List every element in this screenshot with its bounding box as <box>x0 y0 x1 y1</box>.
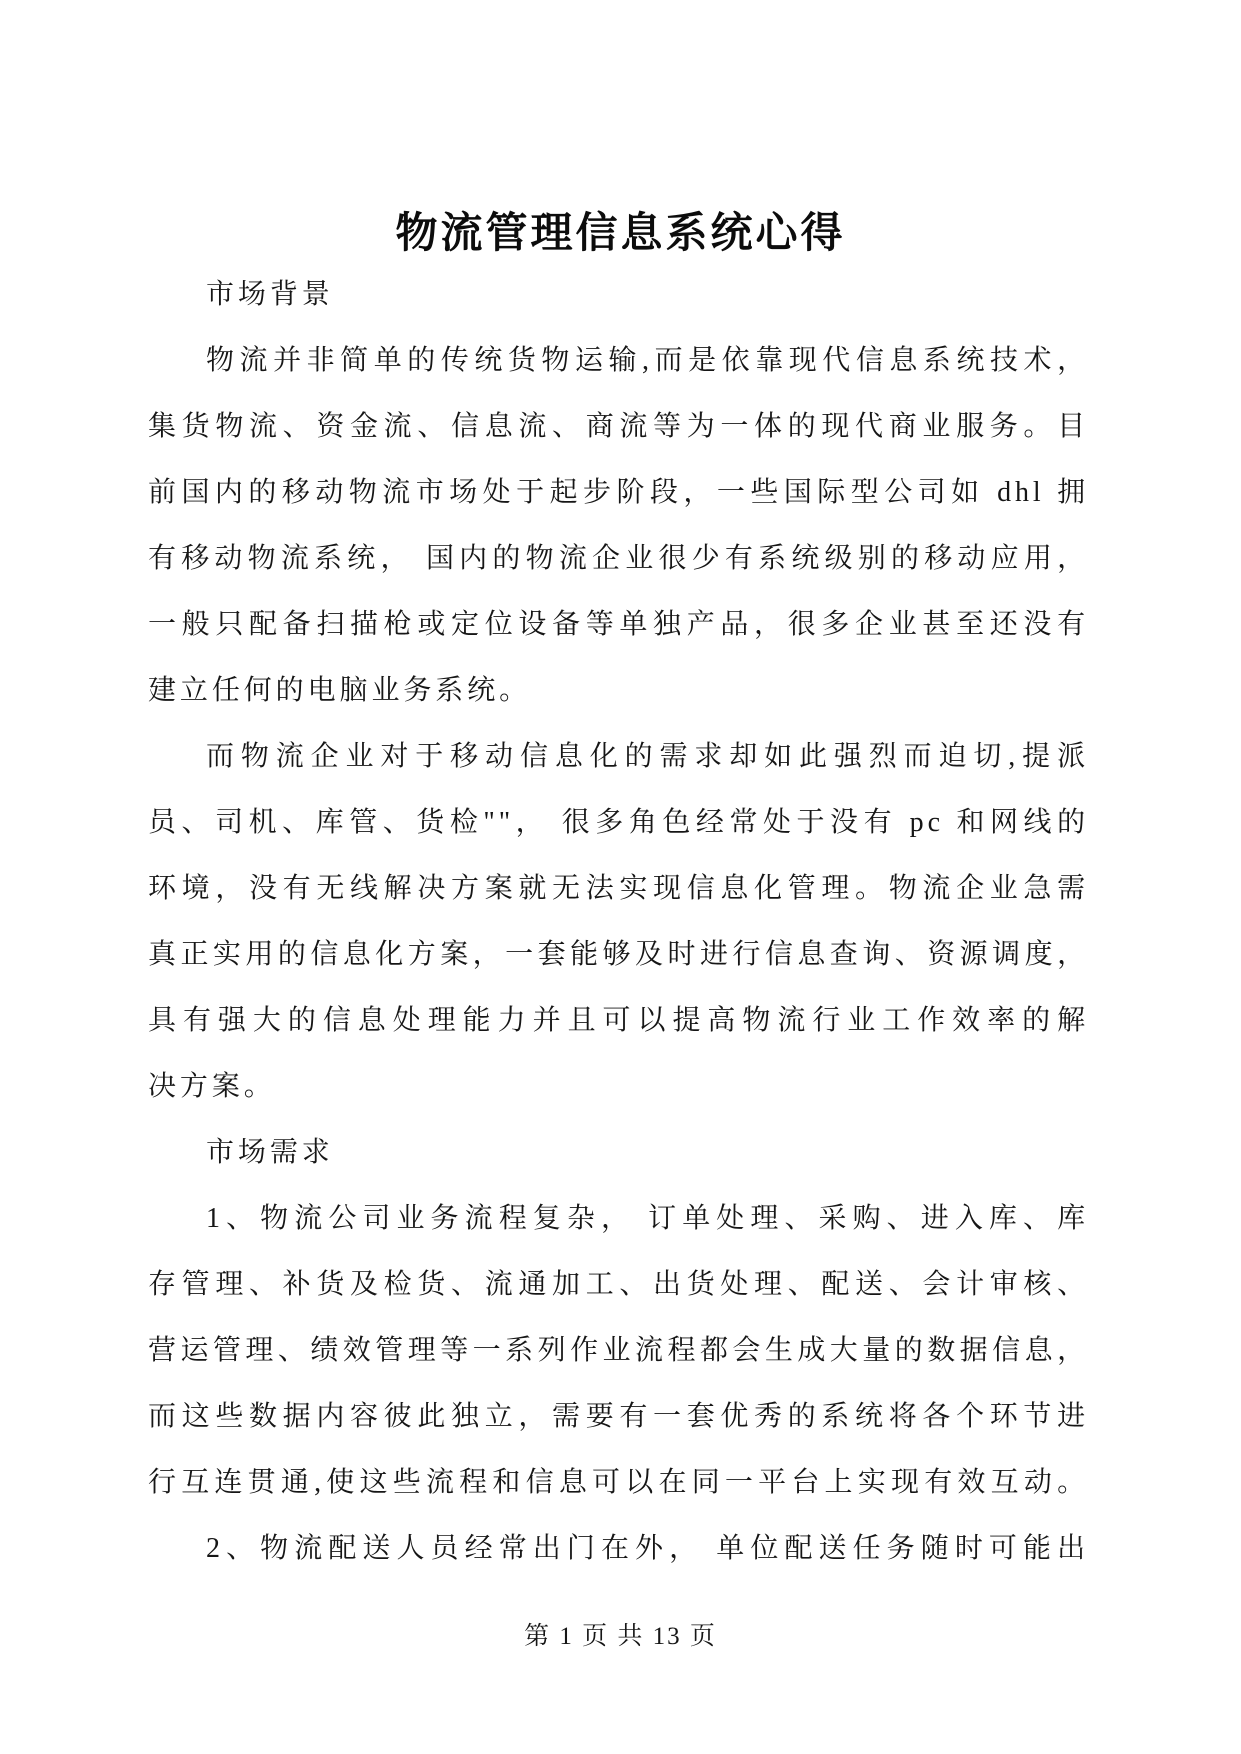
text-line: 营运管理、绩效管理等一系列作业流程都会生成大量的数据信息， <box>148 1335 1089 1366</box>
text-line: 真正实用的信息化方案，一套能够及时进行信息查询、资源调度， <box>148 939 1089 970</box>
text-line: 环境，没有无线解决方案就无法实现信息化管理。物流企业急需 <box>148 873 1089 904</box>
text-line: 而物流企业对于移动信息化的需求却如此强烈而迫切,提派 <box>206 741 1089 772</box>
text-line: 一般只配备扫描枪或定位设备等单独产品，很多企业甚至还没有 <box>148 609 1089 640</box>
text-line: 市场需求 <box>206 1137 334 1168</box>
page-footer: 第 1 页 共 13 页 <box>524 1623 717 1650</box>
text-line: 具有强大的信息处理能力并且可以提高物流行业工作效率的解 <box>148 1005 1089 1036</box>
text-line: 市场背景 <box>206 279 334 310</box>
document-body <box>148 262 1089 1582</box>
text-line: 物流并非简单的传统货物运输,而是依靠现代信息系统技术， <box>206 345 1089 376</box>
text-line: 员、司机、库管、货检""， 很多角色经常处于没有 pc 和网线的 <box>148 807 1089 838</box>
text-line: 而这些数据内容彼此独立，需要有一套优秀的系统将各个环节进 <box>148 1401 1089 1432</box>
text-line: 前国内的移动物流市场处于起步阶段，一些国际型公司如 dhl 拥 <box>148 477 1089 508</box>
text-line: 存管理、补货及检货、流通加工、出货处理、配送、会计审核、 <box>148 1269 1089 1300</box>
page-title: 物流管理信息系统心得 <box>395 209 846 256</box>
text-line: 有移动物流系统， 国内的物流企业很少有系统级别的移动应用， <box>148 543 1089 574</box>
text-line: 行互连贯通,使这些流程和信息可以在同一平台上实现有效互动。 <box>148 1467 1089 1498</box>
text-line: 1、物流公司业务流程复杂， 订单处理、采购、进入库、库 <box>206 1203 1089 1234</box>
text-line: 建立任何的电脑业务系统。 <box>148 675 532 706</box>
text-line: 集货物流、资金流、信息流、商流等为一体的现代商业服务。目 <box>148 411 1089 442</box>
text-line: 2、物流配送人员经常出门在外， 单位配送任务随时可能出 <box>206 1533 1089 1564</box>
text-line: 决方案。 <box>148 1071 276 1102</box>
